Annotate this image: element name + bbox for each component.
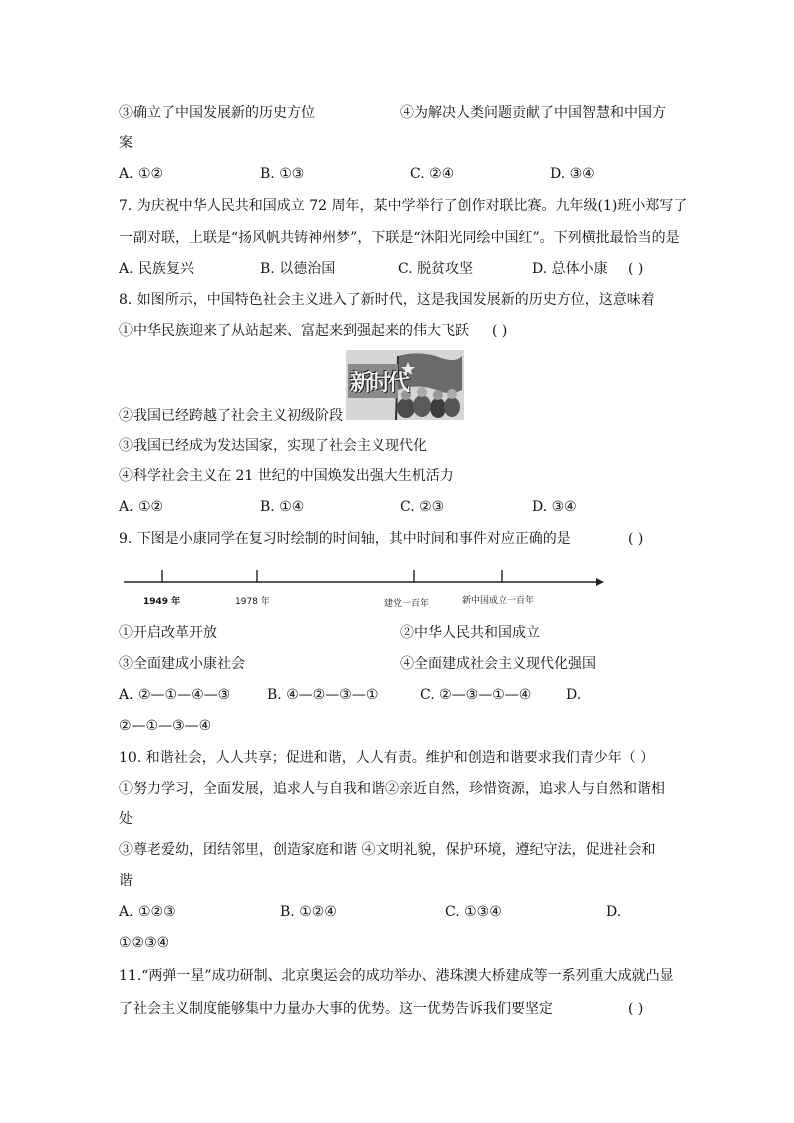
timeline-label-prc-centenary: 新中国成立一百年 xyxy=(462,596,535,606)
q6-item4: ④为解决人类问题贡献了中国智慧和中国方 xyxy=(400,105,666,121)
timeline-label-1949: 1949 年 xyxy=(143,597,181,607)
new-era-illustration xyxy=(346,350,464,420)
q10-option-d: D. xyxy=(606,904,622,920)
q10-items-3-4-cont: 谐 xyxy=(119,873,133,889)
q7-stem-line1: 7. 为庆祝中华人民共和国成立 72 周年，某中学举行了创作对联比赛。九年级(1)班小郑写了 xyxy=(119,198,688,214)
timeline-label-1978: 1978 年 xyxy=(235,597,270,607)
q7-stem-line2: 一副对联，上联是“扬风帆共铸神州梦”，下联是“沐阳光同绘中国红”。下列横批最恰当的是 xyxy=(119,230,680,246)
q10-option-a: A. ①②③ xyxy=(119,904,176,920)
timeline-axis xyxy=(120,564,610,594)
q8-option-b: B. ①④ xyxy=(260,499,305,515)
q6-option-a: A. ①② xyxy=(119,166,164,182)
q10-option-c: C. ①③④ xyxy=(445,904,502,920)
q8-option-a: A. ①② xyxy=(119,499,164,515)
q9-item1: ①开启改革开放 xyxy=(119,625,217,641)
q9-stem: 9. 下图是小康同学在复习时绘制的时间轴，其中时间和事件对应正确的是 xyxy=(119,531,571,547)
q7-option-a: A. 民族复兴 xyxy=(119,261,195,277)
q10-items-1-2: ①努力学习，全面发展，追求人与自我和谐②亲近自然，珍惜资源，追求人与自然和谐相 xyxy=(119,781,665,797)
q8-item1: ①中华民族迎来了从站起来、富起来到强起来的伟大飞跃 xyxy=(119,323,469,339)
q9-option-a: A. ②—①—④—③ xyxy=(119,687,231,703)
q9-item2: ②中华人民共和国成立 xyxy=(400,625,540,641)
q11-answer-bracket: ( ) xyxy=(628,1001,644,1017)
q8-item2: ②我国已经跨越了社会主义初级阶段 xyxy=(119,408,343,424)
q6-option-c: C. ②④ xyxy=(410,166,455,182)
q8-answer-bracket: ( ) xyxy=(492,323,508,339)
q9-answer-bracket: ( ) xyxy=(628,531,644,547)
q9-option-d-cont: ②—①—③—④ xyxy=(119,718,212,734)
new-era-image-text: 新时代 xyxy=(350,371,408,396)
q7-option-c: C. 脱贫攻坚 xyxy=(398,261,474,277)
q6-option-b: B. ①③ xyxy=(260,166,305,182)
q8-item4: ④科学社会主义在 21 世纪的中国焕发出强大生机活力 xyxy=(119,468,454,484)
q8-stem: 8. 如图所示，中国特色社会主义进入了新时代，这是我国发展新的历史方位，这意味着 xyxy=(119,292,655,308)
q11-stem-line2: 了社会主义制度能够集中力量办大事的优势。这一优势告诉我们要坚定 xyxy=(119,1001,553,1017)
q10-option-d-cont: ①②③④ xyxy=(119,935,170,951)
q10-stem: 10. 和谐社会，人人共享；促进和谐，人人有责。维护和创造和谐要求我们青少年（ ） xyxy=(119,750,655,766)
q8-option-d: D. ③④ xyxy=(532,499,577,515)
q9-option-d: D. xyxy=(566,687,582,703)
q9-item4: ④全面建成社会主义现代化强国 xyxy=(400,656,596,672)
q7-answer-bracket: ( ) xyxy=(628,261,644,277)
q10-option-b: B. ①②④ xyxy=(280,904,337,920)
q8-item3: ③我国已经成为发达国家，实现了社会主义现代化 xyxy=(119,438,427,454)
q10-items-3-4: ③尊老爱幼，团结邻里，创造家庭和谐 ④文明礼貌，保护环境，遵纪守法，促进社会和 xyxy=(119,842,656,858)
q8-option-c: C. ②③ xyxy=(400,499,445,515)
q7-option-b: B. 以德治国 xyxy=(260,261,336,277)
q9-option-c: C. ②—③—①—④ xyxy=(420,687,532,703)
q11-stem-line1: 11.“两弹一星”成功研制、北京奥运会的成功举办、港珠澳大桥建成等一系列重大成就凸显 xyxy=(119,968,674,984)
timeline-label-party-centenary: 建党一百年 xyxy=(384,599,430,609)
q9-option-b: B. ④—②—③—① xyxy=(267,687,379,703)
q6-option-d: D. ③④ xyxy=(550,166,595,182)
q9-item3: ③全面建成小康社会 xyxy=(119,656,245,672)
q7-option-d: D. 总体小康 xyxy=(532,261,608,277)
q10-items-1-2-cont: 处 xyxy=(119,811,133,827)
q6-item4-cont: 案 xyxy=(119,135,133,151)
q6-item3: ③确立了中国发展新的历史方位 xyxy=(119,105,315,121)
